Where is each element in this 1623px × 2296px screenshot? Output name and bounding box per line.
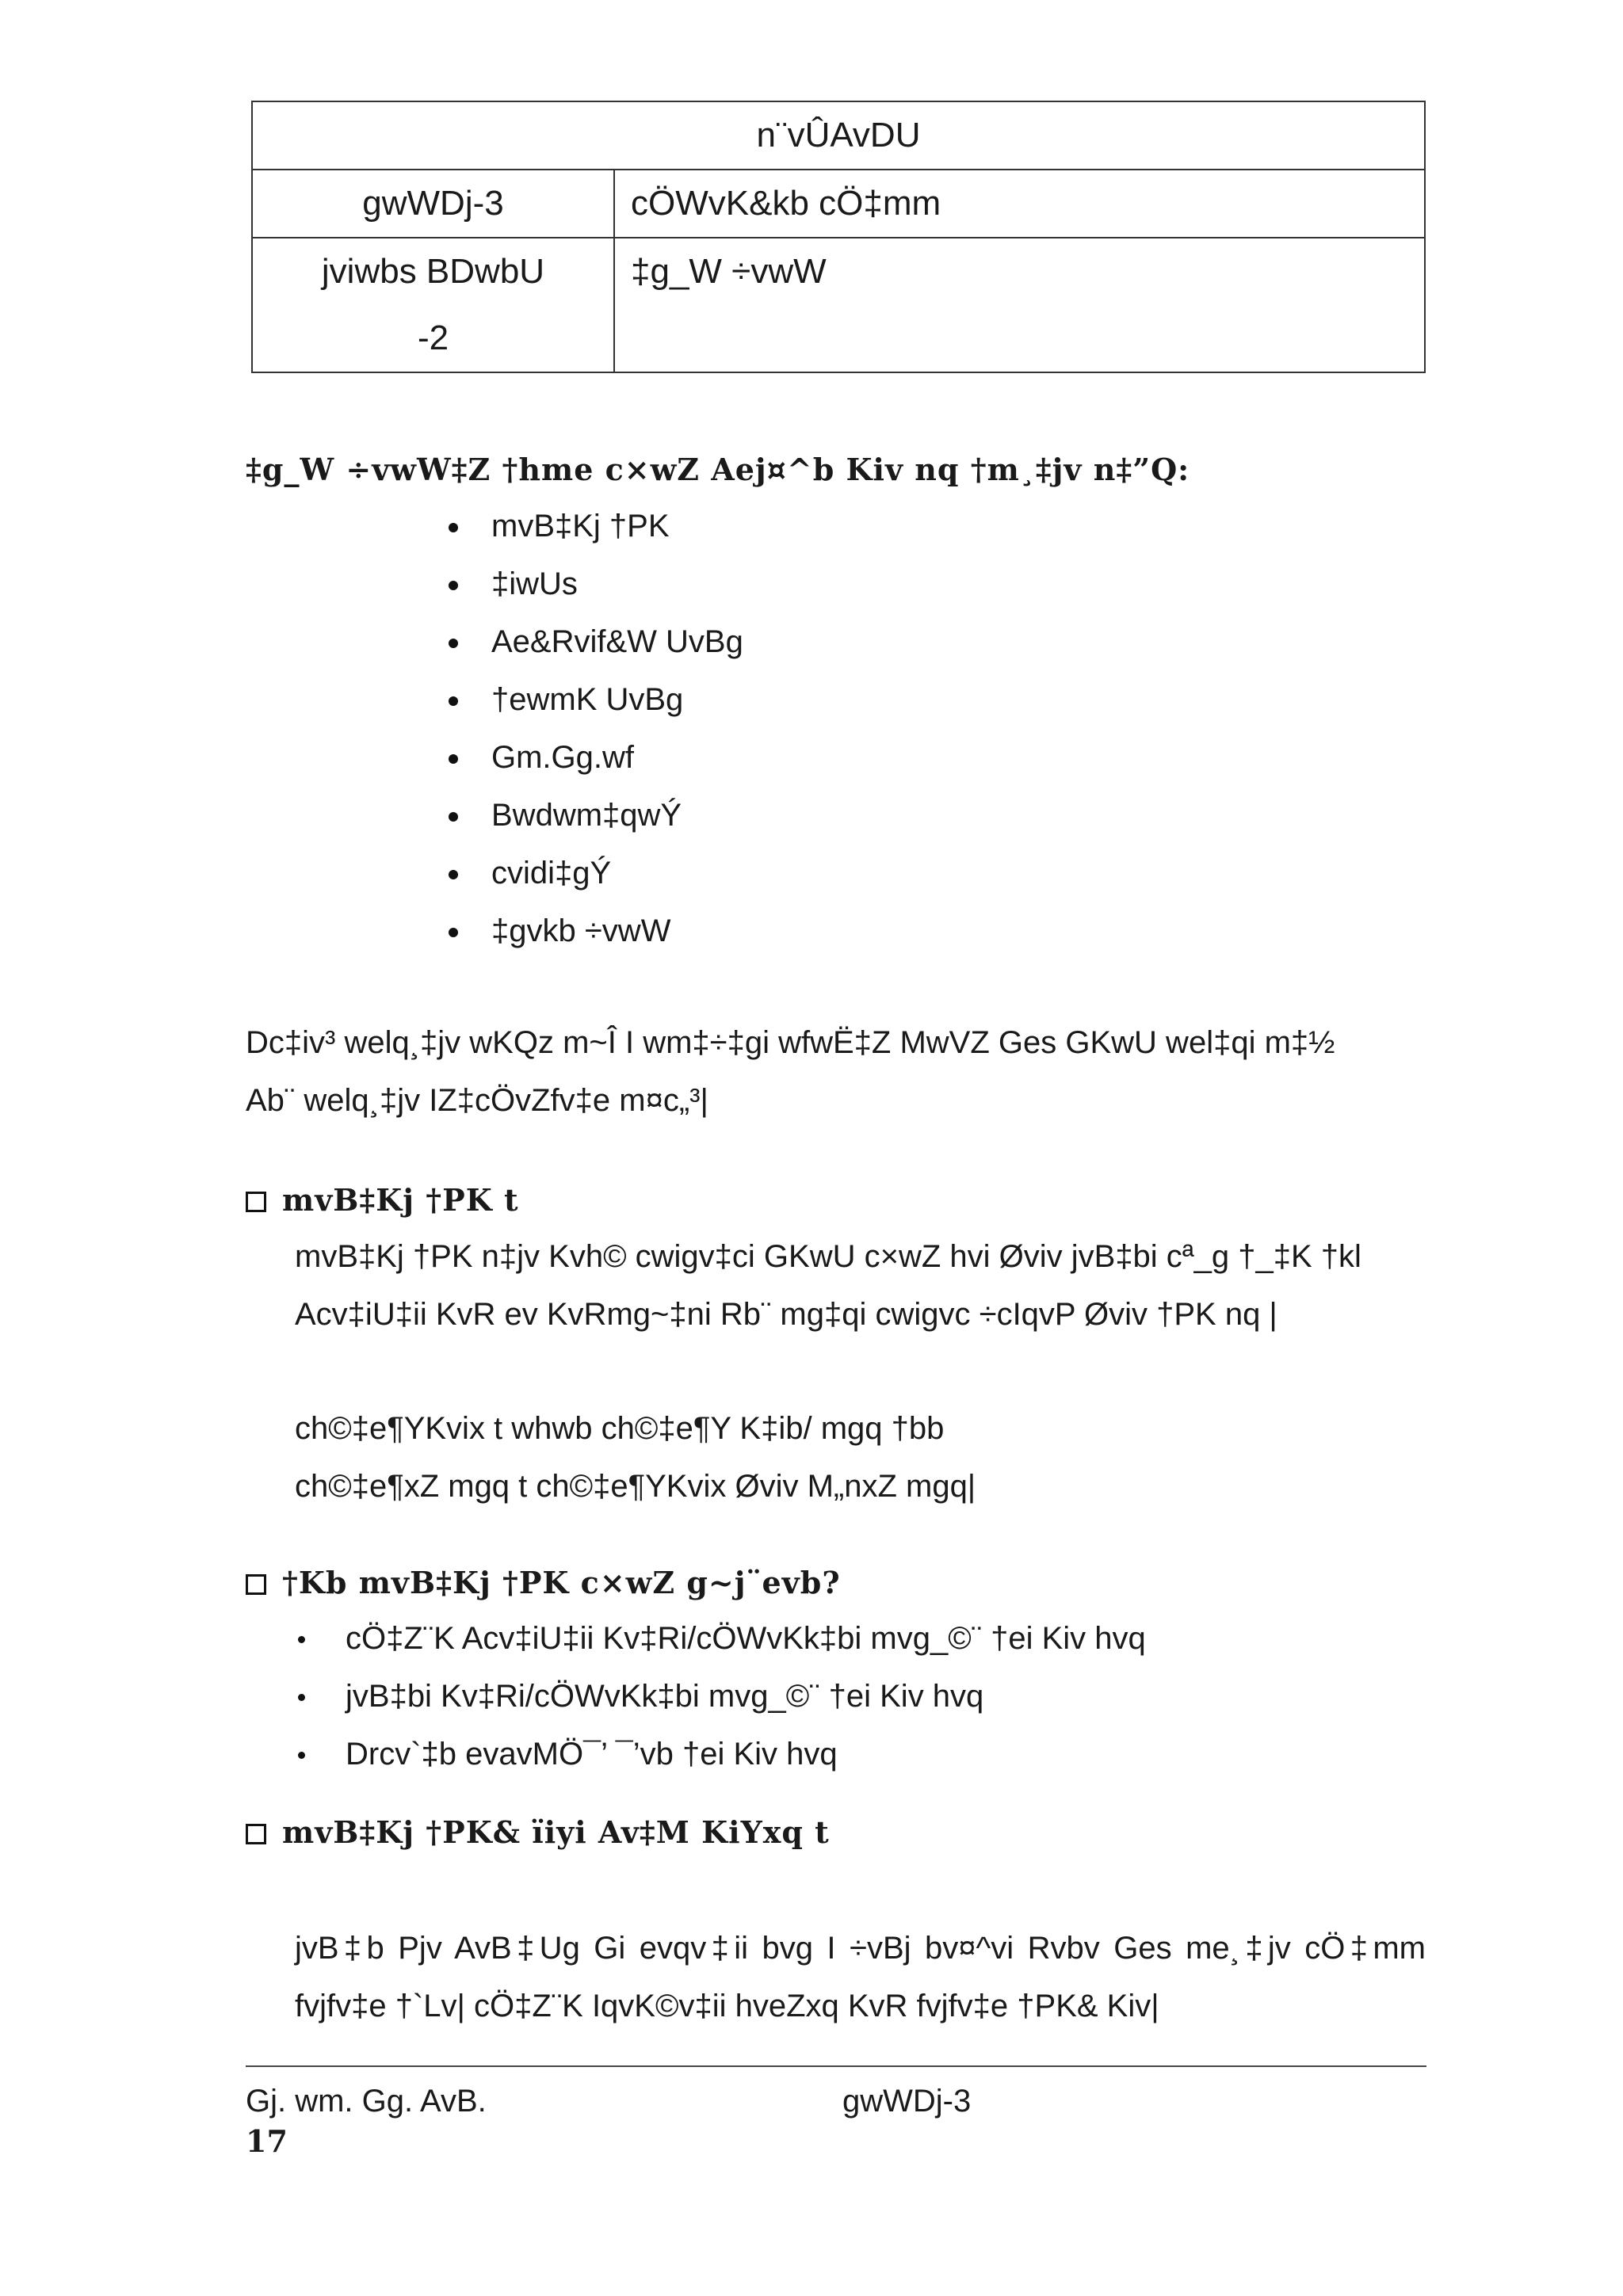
section-heading-text: †Kb mvB‡Kj †PK c×wZ g~j¨evb? [282,1565,841,1600]
header-table [251,101,1426,373]
list-item: mvB‡Kj †PK [444,498,743,555]
footer-institute: Gj. wm. Gg. AvB. [246,2084,487,2119]
section-why-heading [246,1565,841,1600]
list-item: Gm.Gg.wf [444,729,743,787]
section-heading-text: mvB‡Kj †PK t [282,1182,519,1218]
observer-definition: ch©‡e¶YKvix t whwb ch©‡e¶Y K‡ib/ mgq †bb [295,1411,945,1446]
intro-line-1: Dc‡iv³ welq¸‡jv wKQz m~Î I wm‡÷‡gi wfwË‡Z MwVZ Ges GKwU wel‡qi m‡½ [246,1025,1335,1060]
list-item: †ewmK UvBg [444,671,743,729]
list-item: cÖ‡Z¨K Acv‡iU‡ii Kv‡Ri/cÖWvKk‡bi mvg_©¨ †ei Kiv hvq [295,1610,1146,1668]
learning-unit-cell [252,238,614,372]
page-number: 17 [246,2123,288,2159]
methods-heading: ‡g_W ÷vwW‡Z †hme c×wZ Aej¤^b Kiv nq †m¸‡jv n‡”Q: [246,452,1190,487]
list-item: ‡gvkb ÷vwW [444,902,743,960]
section-heading-text: mvB‡Kj †PK& ïiyi Av‡M KiYxq t [282,1814,830,1850]
cycle-check-line-1: mvB‡Kj †PK n‡jv Kvh© cwigv‡ci GKwU c×wZ hvi Øviv jvB‡bi cª_g †_‡K †kl [295,1239,1361,1274]
section-before-heading [246,1814,830,1850]
checkbox-square-icon [246,1192,266,1212]
section-cycle-check-heading [246,1182,519,1218]
list-item: Bwdwm‡qwÝ [444,787,743,845]
list-item: cvidi‡gÝ [444,845,743,902]
header-title-cell: n¨vÛAvDU [252,101,1425,170]
list-item: Ae&Rvif&W UvBg [444,613,743,671]
footer-module: gwWDj-3 [842,2084,972,2119]
checkbox-square-icon [246,1824,266,1844]
learning-unit-line1: jviwbs BDwbU [321,252,545,291]
checkbox-square-icon [246,1574,266,1595]
list-item: jvB‡bi Kv‡Ri/cÖWvKk‡bi mvg_©¨ †ei Kiv hvq [295,1668,1146,1726]
list-item: ‡iwUs [444,555,743,613]
before-line-1: jvB‡b Pjv AvB‡Ug Gi evqv‡ii bvg I ÷vBj bv¤^vi Rvbv Ges me¸‡jv cÖ‡mm [295,1931,1426,1966]
before-line-2: fvjfv‡e †`Lv| cÖ‡Z¨K IqvK©v‡ii hveZxq KvR fvjfv‡e †PK& Kiv| [295,1989,1159,2023]
footer-divider [246,2065,1426,2067]
method-study-cell: ‡g_W ÷vwW [614,238,1425,372]
why-list [295,1610,1146,1783]
observed-time-definition: ch©‡e¶xZ mgq t ch©‡e¶YKvix Øviv M„nxZ mgq| [295,1469,976,1504]
process-cell: cÖWvK&kb cÖ‡mm [614,170,1425,238]
module-cell: gwWDj-3 [252,170,614,238]
cycle-check-line-2: Acv‡iU‡ii KvR ev KvRmg~‡ni Rb¨ mg‡qi cwigvc ÷cIqvP Øviv †PK nq | [295,1297,1277,1332]
learning-unit-line2: -2 [417,318,449,357]
methods-list [444,498,743,960]
intro-line-2: Ab¨ welq¸‡jv IZ‡cÖvZfv‡e m¤c„³| [246,1083,708,1118]
list-item: Drcv`‡b evavMÖ¯’ ¯’vb †ei Kiv hvq [295,1726,1146,1783]
